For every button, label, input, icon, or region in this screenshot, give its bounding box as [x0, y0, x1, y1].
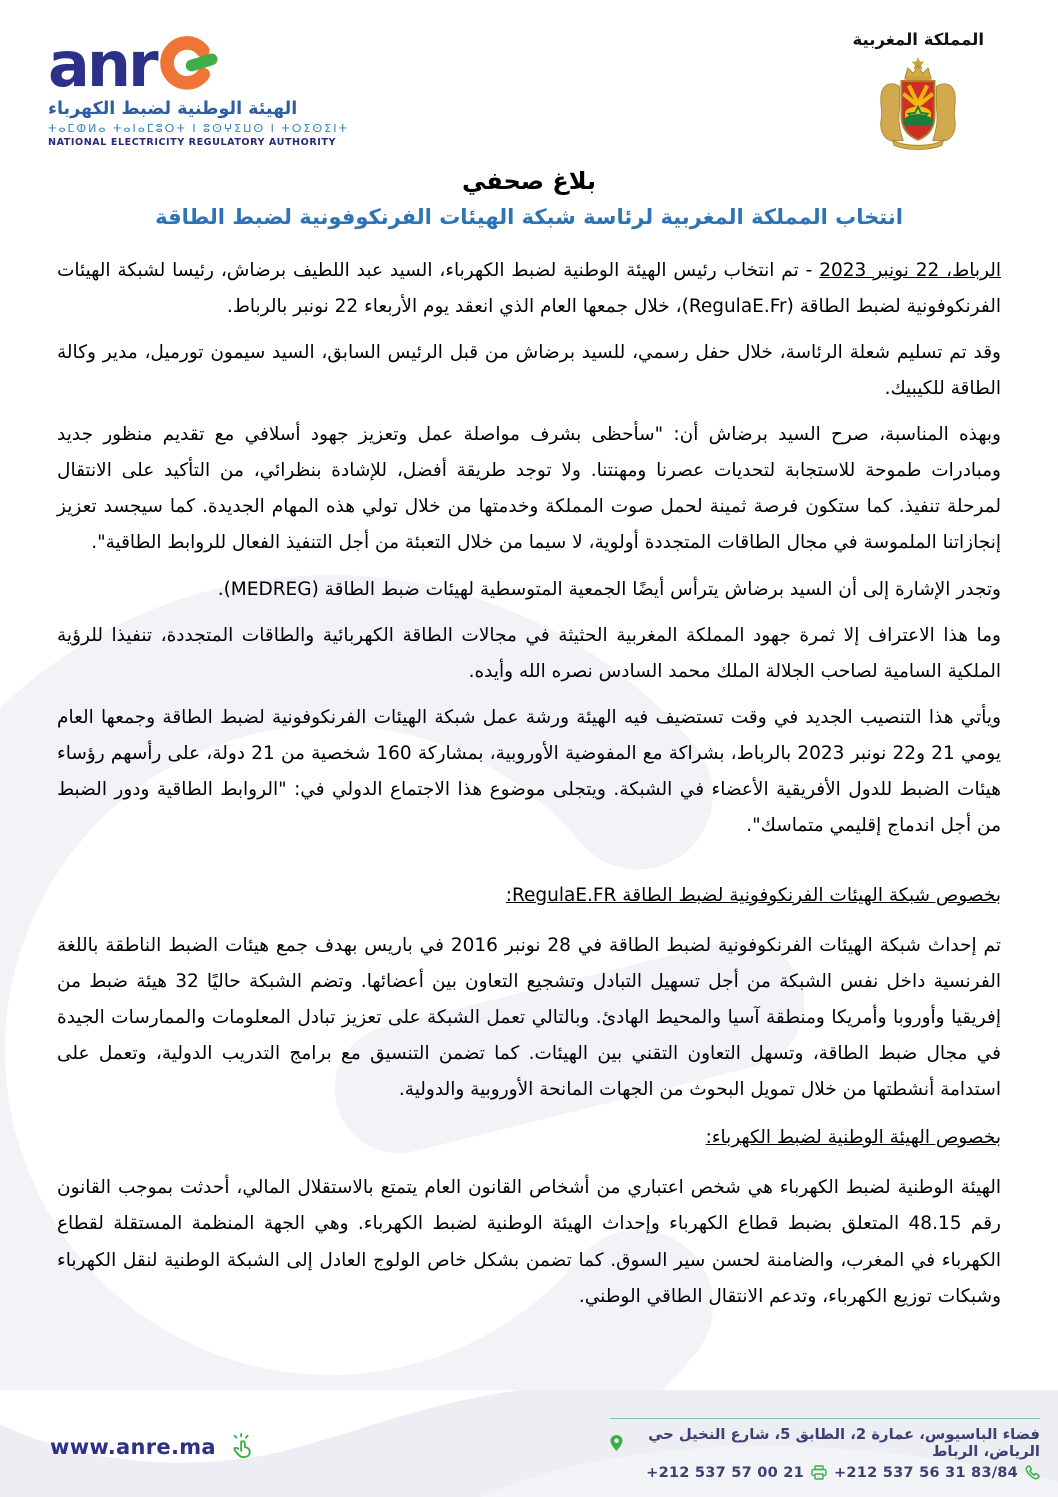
fax-number: +212 537 57 00 21	[646, 1464, 804, 1481]
phone-row	[610, 1464, 1040, 1481]
click-hand-icon	[228, 1432, 258, 1462]
section-heading-regulae: بخصوص شبكة الهيئات الفرنكوفونية لضبط الطاقة RegulaE.FR:	[505, 884, 1001, 906]
paragraph-6: ويأتي هذا التنصيب الجديد في وقت تستضيف فيه الهيئة ورشة عمل شبكة الهيئات الفرنكوفونية لضبط الطاقة وجمعها العام يومي 21 و22 نونبر 2023 بالرباط، بشراكة مع المفوضية الأوروبية، بمشاركة 160 شخصية من 21 دولة، على رأسهم رؤساء هيئات الضبط للدول الأفريقية الأعضاء في الشبكة. ويتجلى موضوع هذا الاجتماع الدولي في: "الروابط الطاقية ودور الضبط من أجل اندماج إقليمي متماسك".	[57, 706, 1001, 836]
paragraph-2: وقد تم تسليم شعلة الرئاسة، خلال حفل رسمي، للسيد برضاش من قبل الرئيس السابق، السيد سيمون تورميل، مدير وكالة الطاقة للكيبيك.	[57, 342, 1001, 400]
fax-printer-icon	[811, 1465, 827, 1480]
kingdom-block	[853, 30, 984, 151]
footer	[0, 1390, 1058, 1497]
anre-wordmark-text: anr	[48, 28, 156, 102]
press-release-body	[0, 229, 1058, 1315]
paragraph-5: وما هذا الاعتراف إلا ثمرة جهود المملكة المغربية الحثيثة في مجالات الطاقة الكهربائية والطاقات المتجددة، تنفيذا للرؤية الملكية السامية لصاحب الجلالة الملك محمد السادس نصره الله وأيده.	[57, 624, 1001, 682]
address-row	[610, 1426, 1040, 1460]
page-title: بلاغ صحفي	[461, 167, 597, 195]
address-text: فضاء الباسيوس، عمارة 2، الطابق 5، شارع النخيل حي الرياض، الرباط	[648, 1426, 1040, 1460]
paragraph-dateline	[57, 253, 1001, 325]
anre-english-name: NATIONAL ELECTRICITY REGULATORY AUTHORITY	[48, 136, 336, 148]
dateline: الرباط، 22 نونبر 2023	[819, 260, 1002, 281]
location-pin-icon	[610, 1435, 623, 1451]
title-block	[0, 167, 1058, 229]
anre-tifinagh-name: ⵜⴰⵎⵀⵍⴰ ⵜⴰⵏⴰⵎⵓⵔⵜ ⵏ ⵓⵙⵖⵉⵡⵙ ⵏ ⵜⵔⵉⵙⵉⵏⵜ	[48, 121, 349, 135]
anre-e-icon	[158, 33, 216, 91]
section-heading-anre: بخصوص الهيئة الوطنية لضبط الكهرباء:	[705, 1127, 1001, 1149]
paragraph-4-medreg: وتجدر الإشارة إلى أن السيد برضاش يترأس أيضًا الجمعية المتوسطية لهيئات ضبط الطاقة (MEDREG).	[217, 578, 1001, 600]
contact-block	[610, 1418, 1040, 1497]
phone-icon	[1025, 1465, 1040, 1480]
phone-number: +212 537 56 31 83/84	[833, 1464, 1018, 1481]
kingdom-label: المملكة المغربية	[852, 30, 984, 49]
header	[0, 0, 1058, 151]
anre-logo	[48, 30, 349, 147]
paragraph-3-quote: وبهذه المناسبة، صرح السيد برضاش أن: "سأحظى بشرف مواصلة عمل وتعزيز جهود أسلافي مع تقديم منظور جديد ومبادرات طموحة للاستجابة لتحديات عصرنا ومهنتنا. ولا توجد طريقة أفضل، للإشادة بنظرائي، من التأكيد على الانتقال لمرحلة تنفيذ. كما ستكون فرصة ثمينة لحمل صوت المملكة وخدمتها من خلال تولي هذه المهام الجديدة. كما سيجسد تعزيز إنجازاتنا الملموسة في مجال الطاقات المتجددة أولوية، لا سيما من خلال التعبئة من أجل التنفيذ الفعال للروابط الطاقية".	[57, 424, 1001, 554]
anre-arabic-name: الهيئة الوطنية لضبط الكهرباء	[48, 99, 298, 119]
website-block	[50, 1430, 258, 1464]
page-subtitle: انتخاب المملكة المغربية لرئاسة شبكة الهيئات الفرنكوفونية لضبط الطاقة	[155, 205, 903, 229]
website-link[interactable]: www.anre.ma	[50, 1435, 216, 1459]
section-regulae-text: تم إحداث شبكة الهيئات الفرنكوفونية لضبط الطاقة في 28 نونبر 2016 في باريس بهدف جمع هيئات الضبط الناطقة باللغة الفرنسية داخل نفس الشبكة من أجل تسهيل التبادل وتشجيع التعاون بين أعضائها. وتضم الشبكة حاليًا 32 هيئة ضبط من إفريقيا وأوروبا وأمريكا ومنطقة آسيا والمحيط الهادئ. وبالتالي تعمل الشبكة على تعزيز تبادل المعلومات والممارسات الجيدة في مجال ضبط الطاقة، وتسهل التعاون التقني بين الهيئات. كما تضمن التنسيق مع برامج التدريب الدولية، وتعمل على استدامة أنشطتها من خلال تمويل البحوث من الجهات المانحة الأوروبية والدولية.	[57, 935, 1002, 1101]
anre-wordmark	[48, 28, 349, 102]
section-anre-text: الهيئة الوطنية لضبط الكهرباء هي شخص اعتباري من أشخاص القانون العام يتمتع بالاستقلال المالي، أحدثت بموجب القانون رقم 48.15 المتعلق بضبط قطاع الكهرباء وإحداث الهيئة الوطنية لضبط الكهرباء. وهي الجهة المنظمة المستقلة لقطاع الكهرباء في المغرب، والضامنة لحسن سير السوق. كما تضمن بشكل خاص الولوج العادل إلى الشبكة الوطنية لنقل الكهرباء وشبكات توزيع الكهرباء، وتدعم الانتقال الطاقي الوطني.	[57, 1177, 1001, 1307]
paragraph-1-text: - تم انتخاب رئيس الهيئة الوطنية لضبط الكهرباء، السيد عبد اللطيف برضاش، رئيسا لشبكة الهيئات الفرنكوفونية لضبط الطاقة (RegulaE.Fr)، خلال جمعها العام الذي انعقد يوم الأربعاء 22 نونبر بالرباط.	[57, 260, 1001, 318]
morocco-coat-of-arms	[872, 55, 964, 151]
